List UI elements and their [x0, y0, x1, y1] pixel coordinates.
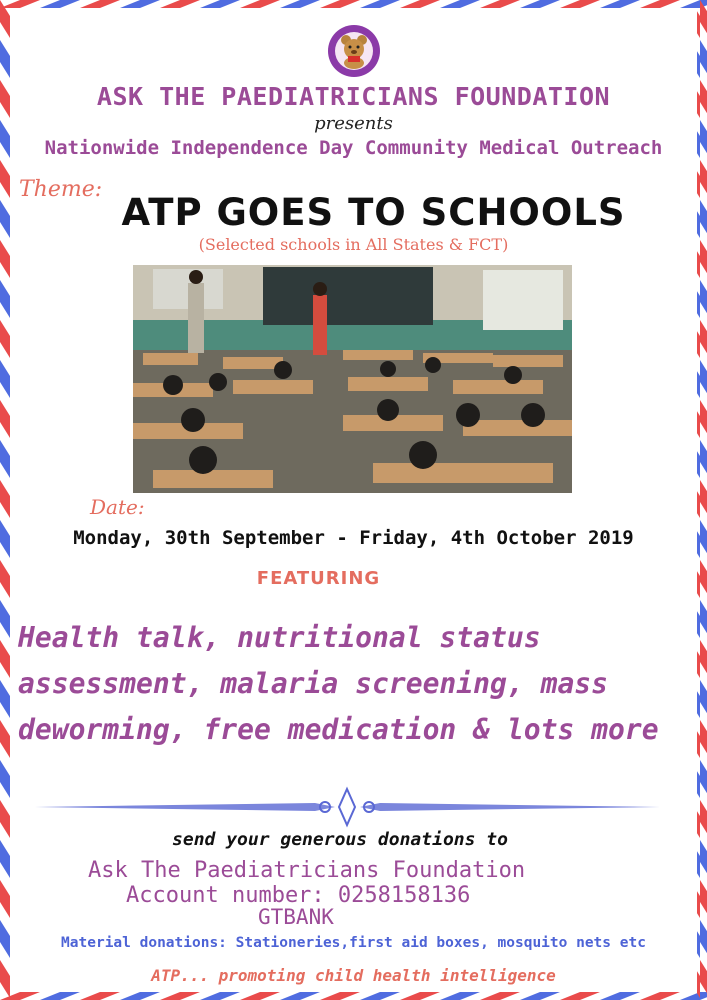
- donation-intro: send your generous donations to: [172, 829, 508, 850]
- account-name: Ask The Paediatricians Foundation: [88, 858, 526, 883]
- tagline: ATP... promoting child health intelligence: [151, 966, 556, 985]
- account-number: Account number: 0258158136: [126, 883, 471, 908]
- event-title: Nationwide Independence Day Community Medical Outreach: [44, 137, 663, 159]
- classroom-photo: [133, 265, 572, 493]
- features-text: Health talk, nutritional status assessment, malaria screening, mass deworming, free medication & lots more: [18, 621, 659, 746]
- presents-text: presents: [314, 113, 393, 134]
- featuring-label: FEATURING: [256, 568, 381, 589]
- date-label: Date:: [90, 495, 145, 519]
- event-date: Monday, 30th September - Friday, 4th October 2019: [73, 527, 634, 549]
- organization-title: ASK THE PAEDIATRICIANS FOUNDATION: [96, 82, 611, 111]
- theme-title: ATP GOES TO SCHOOLS: [121, 191, 626, 234]
- theme-label: Theme:: [19, 177, 103, 202]
- material-donations: Material donations: Stationeries,first aid boxes, mosquito nets etc: [61, 935, 646, 951]
- bank-name: GTBANK: [258, 905, 334, 929]
- teddy-bear-icon: [322, 23, 386, 79]
- theme-subtitle: (Selected schools in All States & FCT): [198, 235, 509, 254]
- ornamental-divider: [35, 785, 660, 829]
